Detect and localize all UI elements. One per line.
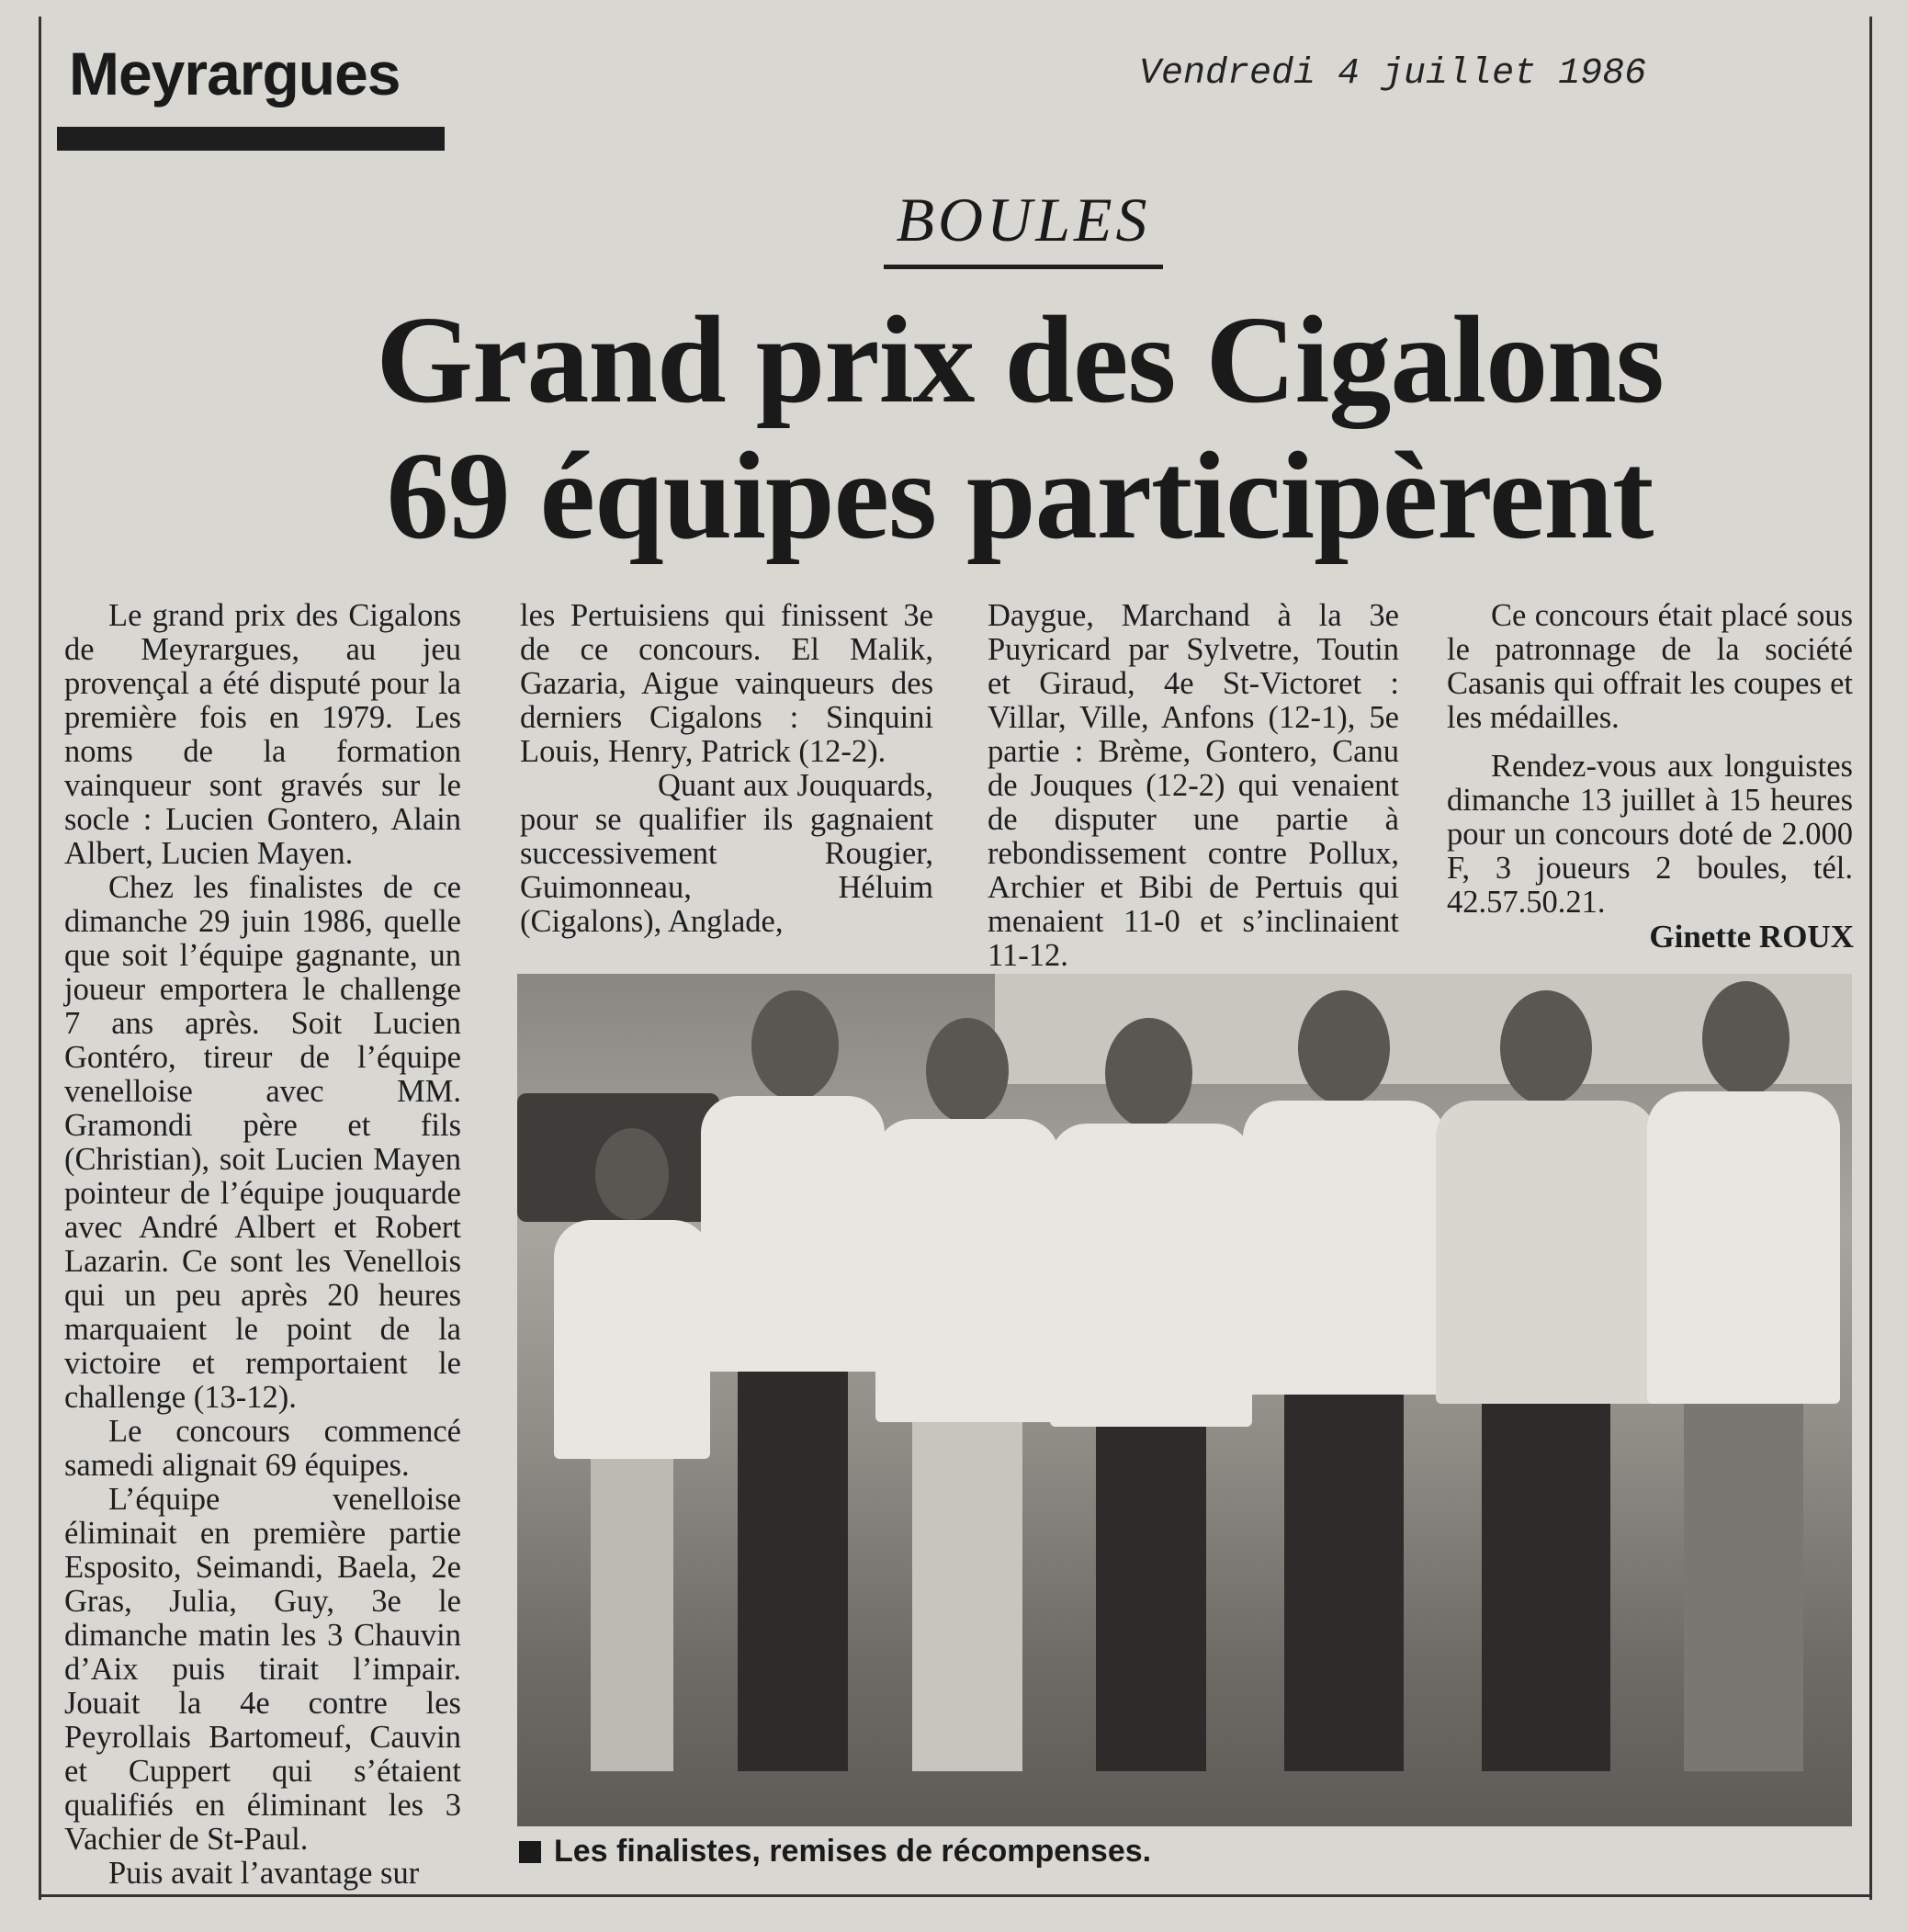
photo-person <box>1647 981 1840 1771</box>
paragraph: Rendez-vous aux longuistes dimanche 13 juillet à 15 heures pour un concours doté de 2.000 F, 3 joueurs 2 boules, tél. 42.57.50.21. <box>1447 749 1853 920</box>
text-column-1 <box>64 599 461 1891</box>
paragraph: Quant aux Jouquards, pour se qualifier ils gagnaient successivement Rougier, Guimonneau, Héluim (Cigalons), Anglade, <box>520 768 933 939</box>
paragraph: L’équipe venelloise éliminait en première partie Esposito, Seimandi, Baela, 2e Gras, Julia, Guy, 3e le dimanche matin les 3 Chauvin d’Aix puis tirait l’impair. Jouait la 4e contre les Peyrollais Bartomeuf, Cauvin et Cuppert qui s’étaient qualifiés en éliminant les 3 Vachier de St-Paul. <box>64 1482 461 1857</box>
issue-date: Vendredi 4 juillet 1986 <box>1139 53 1647 95</box>
article-headline <box>276 292 1764 564</box>
photo-person <box>875 1018 1059 1771</box>
kicker-underline <box>884 265 1163 269</box>
photo-person <box>701 990 885 1771</box>
paragraph: Ce concours était placé sous le patronnage de la société Casanis qui offrait les coupes et les médailles. <box>1447 598 1853 735</box>
article-kicker: BOULES <box>896 185 1151 254</box>
photo-person <box>1050 1018 1252 1771</box>
author-signature: Ginette ROUX <box>1649 919 1854 955</box>
caption-square-icon <box>519 1841 541 1863</box>
paragraph: Le concours commencé samedi alignait 69 équipes. <box>64 1414 461 1483</box>
photo-person <box>1436 990 1656 1771</box>
caption-text: Les finalistes, remises de récompenses. <box>554 1834 1152 1869</box>
headline-line-2: 69 équipes participèrent <box>386 427 1654 565</box>
paragraph: Chez les finalistes de ce dimanche 29 juin 1986, quelle que soit l’équipe gagnante, un joueur emportera le challenge 7 ans après. Soit Lucien Gontéro, tireur de l’équipe venelloise avec MM. Gramondi père et fils (Christian), soit Lucien Mayen pointeur de l’équipe jouquarde avec André Albert et Robert Lazarin. Ce sont les Venellois qui un peu après 20 heures marquaient le point de la victoire et remportaient le challenge (13-12). <box>64 870 461 1415</box>
headline-line-1: Grand prix des Cigalons <box>376 291 1664 429</box>
paragraph: les Pertuisiens qui finissent 3e de ce concours. El Malik, Gazaria, Aigue vainqueurs des derniers Cigalons : Sinquini Louis, Henry, Patrick (12-2). <box>520 598 933 769</box>
photo-caption <box>519 1834 1151 1870</box>
text-column-4 <box>1447 599 1853 920</box>
photo-person <box>545 1073 710 1771</box>
section-bar <box>57 127 445 151</box>
section-title: Meyrargues <box>69 40 401 107</box>
text-column-2 <box>520 599 933 939</box>
photo-person <box>1243 990 1445 1771</box>
text-column-3 <box>988 599 1399 973</box>
paragraph: Daygue, Marchand à la 3e Puyricard par Sylvetre, Toutin et Giraud, 4e St-Victoret : Villar, Ville, Anfons (12-1), 5e partie : Brème, Gontero, Canu de Jouques (12-2) qui venaient de disputer une partie à rebondissement contre Pollux, Archier et Bibi de Pertuis qui menaient 11-0 et s’inclinaient 11-12. <box>988 598 1399 973</box>
paragraph: Le grand prix des Cigalons de Meyrargues, au jeu provençal a été disputé pour la première fois en 1979. Les noms de la formation vainqueur sont gravés sur le socle : Lucien Gontero, Alain Albert, Lucien Mayen. <box>64 598 461 871</box>
bottom-rule <box>39 1894 1869 1897</box>
finalists-photo <box>517 974 1852 1826</box>
paragraph: Puis avait l’avantage sur <box>108 1856 420 1891</box>
